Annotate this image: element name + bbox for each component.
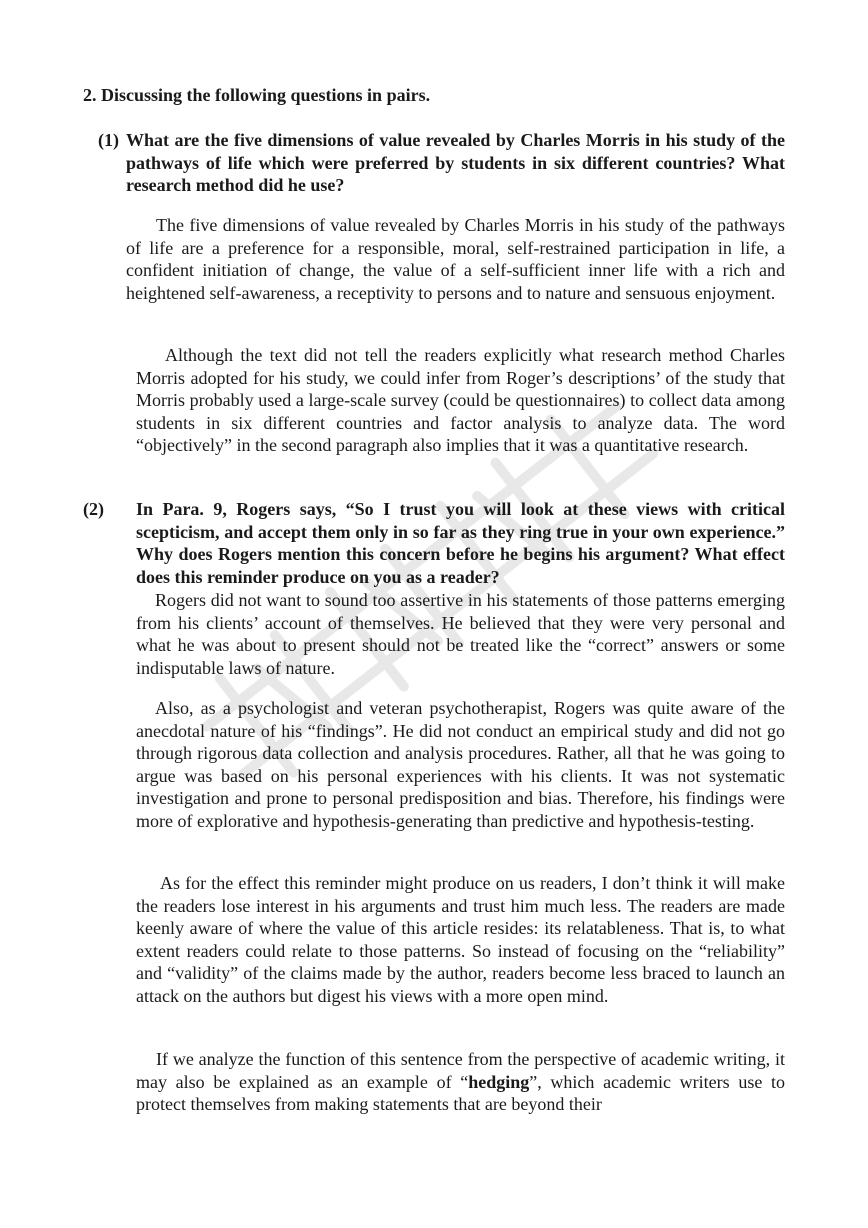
- question-1-answer-1: The five dimensions of value revealed by Charles Morris in his study of the pathways of life are a preference for a responsible, moral, self-restrained participation in life, a confident initiation of change, the value of a self-sufficient inner life with a rich and heightened self-awareness, a receptivity to persons and to nature and sensuous enjoyment.: [126, 215, 785, 303]
- hedging-term: hedging: [468, 1071, 530, 1092]
- answer-4-text-before: If we analyze the function of this sentence from the perspective of academic writing, it may also be explained as an example of “: [136, 1049, 785, 1092]
- question-2-number: (2): [83, 499, 104, 519]
- answer-4-text-after: ”, which academic writers use to protect themselves from making statements that are beyond their: [136, 1071, 785, 1114]
- question-1-text: What are the five dimensions of value revealed by Charles Morris in his study of the pathways of life which were preferred by students in six different countries? What research method did he use?: [126, 130, 785, 195]
- question-2-answer-2: Also, as a psychologist and veteran psychotherapist, Rogers was quite aware of the anecdotal nature of his “findings”. He did not conduct an empirical study and did not go through rigorous data collection and analysis procedures. Rather, all that he was going to argue was based on his personal experiences with his clients. It was not systematic investigation and prone to personal predisposition and bias. Therefore, his findings were more of explorative and hypothesis-generating than predictive and hypothesis-testing.: [136, 698, 785, 831]
- question-2-text: In Para. 9, Rogers says, “So I trust you will look at these views with critical scepticism, and accept them only in so far as they ring true in your own experience.” Why does Rogers mention this concern before he begins his argument? What effect does this reminder produce on you as a reader?: [136, 499, 785, 587]
- question-1-number: (1): [98, 130, 119, 150]
- question-2-answer-1: Rogers did not want to sound too assertive in his statements of those patterns emerging from his clients’ account of themselves. He believed that they were very personal and what he was about to present should not be treated like the “correct” answers or some indisputable laws of nature.: [136, 590, 785, 678]
- question-1-answer-2: Although the text did not tell the readers explicitly what research method Charles Morris adopted for his study, we could infer from Roger’s descriptions’ of the study that Morris probably used a large-scale survey (could be questionnaires) to collect data among students in six different countries and factor analysis to analyze data. The word “objectively” in the second paragraph also implies that it was a quantitative research.: [136, 345, 785, 455]
- question-2-answer-3: As for the effect this reminder might produce on us readers, I don’t think it will make the readers lose interest in his arguments and trust him much less. The readers are made keenly aware of where the value of this article resides: its relatableness. That is, to what extent readers could relate to those patterns. So instead of focusing on the “reliability” and “validity” of the claims made by the author, readers become less braced to launch an attack on the authors but digest his views with a more open mind.: [136, 873, 785, 1006]
- question-2-answer-4: [136, 1048, 785, 1116]
- section-heading: 2. Discussing the following questions in pairs.: [83, 85, 431, 105]
